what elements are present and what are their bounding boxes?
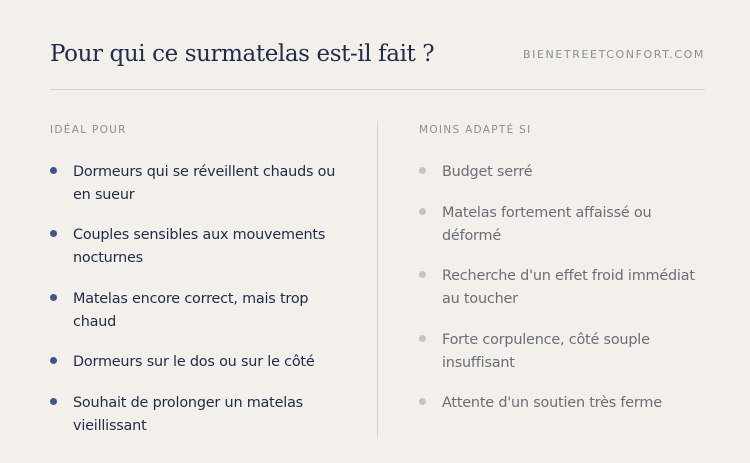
less-suited-item-text: Recherche d'un effet froid immédiat au toucher [442, 268, 695, 307]
header-divider [50, 89, 705, 90]
bullet-dot-icon [50, 230, 57, 237]
bullet-dot-icon [50, 357, 57, 364]
less-suited-column [419, 123, 709, 411]
ideal-item-text: Souhait de prolonger un matelas vieillissant [73, 395, 303, 434]
ideal-item-text: Dormeurs qui se réveillent chauds ou en sueur [73, 164, 336, 203]
ideal-item [50, 351, 340, 374]
less-suited-item [419, 161, 709, 184]
page-title: Pour qui ce surmatelas est-il fait ? [50, 41, 435, 67]
bullet-dot-icon [50, 398, 57, 405]
header [50, 36, 705, 72]
ideal-item-text: Dormeurs sur le dos ou sur le côté [73, 354, 315, 370]
bullet-dot-icon [50, 167, 57, 174]
column-divider [377, 121, 378, 438]
less-suited-item [419, 329, 709, 374]
less-suited-heading: MOINS ADAPTÉ SI [419, 124, 532, 136]
bullet-dot-icon [50, 294, 57, 301]
less-suited-item-text: Attente d'un soutien très ferme [442, 395, 662, 411]
ideal-item [50, 161, 340, 206]
bullet-dot-icon [419, 208, 426, 215]
site-domain: BIENETREETCONFORT.COM [523, 47, 705, 61]
less-suited-item [419, 202, 709, 247]
bullet-dot-icon [419, 335, 426, 342]
ideal-item [50, 392, 340, 437]
ideal-item [50, 224, 340, 269]
less-suited-item-text: Forte corpulence, côté souple insuffisant [442, 332, 650, 371]
ideal-heading: IDÉAL POUR [50, 124, 127, 136]
less-suited-item [419, 265, 709, 310]
ideal-item-text: Couples sensibles aux mouvements nocturnes [73, 227, 326, 266]
ideal-item-text: Matelas encore correct, mais trop chaud [73, 291, 309, 330]
bullet-dot-icon [419, 398, 426, 405]
ideal-item [50, 288, 340, 333]
less-suited-item [419, 392, 709, 415]
ideal-column [50, 123, 340, 434]
less-suited-item-text: Matelas fortement affaissé ou déformé [442, 205, 652, 244]
bullet-dot-icon [419, 167, 426, 174]
less-suited-item-text: Budget serré [442, 164, 533, 180]
bullet-dot-icon [419, 271, 426, 278]
